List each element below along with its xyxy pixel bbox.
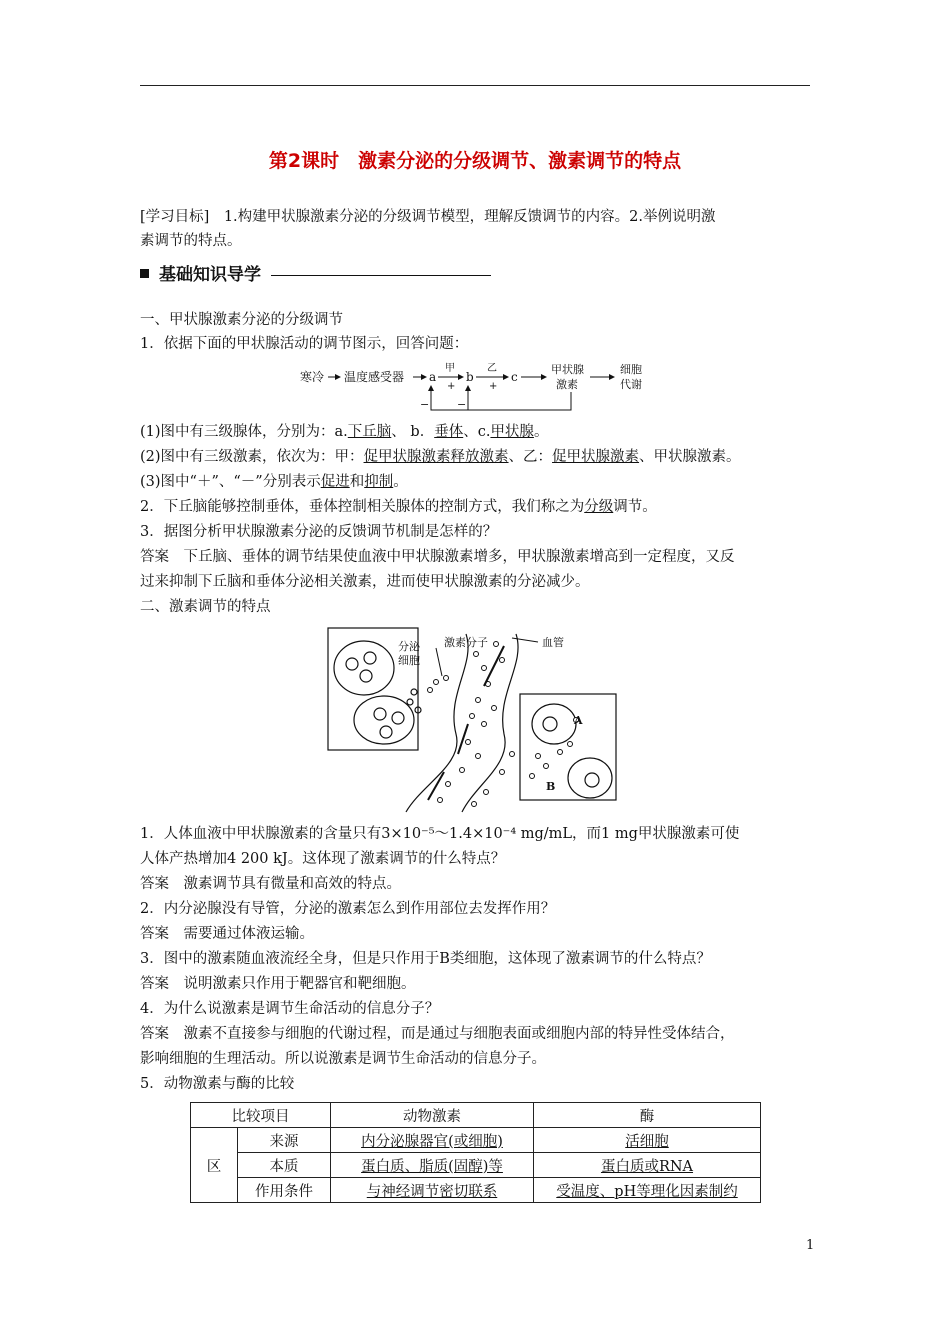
table-header-cell: 动物激素 — [331, 1103, 534, 1128]
part2-q5: 5．动物激素与酶的比较 — [140, 1076, 295, 1092]
flow-arrow — [484, 646, 504, 686]
part2-heading: 二、激素调节的特点 — [140, 599, 271, 615]
part2-q2: 2．内分泌腺没有导管，分泌的激素怎么到作用部位去发挥作用？ — [140, 901, 556, 917]
table-cell — [331, 1178, 534, 1203]
flow-minus: − — [420, 398, 430, 411]
part1-a3-l1: 答案 下丘脑、垂体的调节结果使血液中甲状腺激素增多，甲状腺激素增高到一定程度，又反 — [140, 549, 735, 565]
fig-label-secrete-l2: 细胞 — [398, 654, 420, 667]
secretory-cell — [334, 641, 394, 695]
part1-s3 — [140, 471, 408, 493]
header-rule — [140, 85, 810, 86]
table-header-row — [191, 1103, 761, 1128]
cell-text: 受温度、pH等理化因素制约 — [556, 1183, 738, 1200]
text: 。 — [393, 474, 408, 490]
fig-label-vessel: 血管 — [542, 636, 564, 649]
part2-a1: 答案 激素调节具有微量和高效的特点。 — [140, 876, 401, 892]
part2-a3: 答案 说明激素只作用于靶器官和靶细胞。 — [140, 976, 416, 992]
text: 、 b． — [391, 424, 435, 440]
fig-label-B: B — [546, 780, 556, 793]
cell-text: 内分泌腺器官(或细胞) — [361, 1133, 503, 1150]
text: 。 — [533, 424, 549, 440]
vessel-wall-right — [462, 634, 518, 812]
table-header-cell: 酶 — [534, 1103, 761, 1128]
answer: 促甲状腺激素 — [552, 449, 640, 465]
part2-q1-l2: 人体产热增加4 200 kJ。这体现了激素调节的什么特点？ — [140, 851, 506, 867]
text: (2)图中有三级激素，依次为：甲： — [140, 449, 364, 465]
cell-text: 与神经调节密切联系 — [366, 1183, 498, 1200]
table-cell — [534, 1128, 761, 1153]
part1-heading: 一、甲状腺激素分泌的分级调节 — [140, 312, 343, 328]
section-rule — [271, 275, 491, 276]
text: 、c. — [463, 424, 491, 440]
flow-cell-l1: 细胞 — [620, 363, 642, 376]
page-title: 第2课时 激素分泌的分级调节、激素调节的特点 — [268, 150, 682, 172]
target-cell-B — [568, 758, 612, 798]
flow-plus: + — [489, 381, 498, 392]
hormone-transport-figure — [326, 624, 620, 814]
flow-thyroid-l2: 激素 — [556, 378, 578, 391]
pointer-line — [436, 648, 442, 676]
objectives-line-2: 素调节的特点。 — [140, 233, 242, 249]
table-row — [191, 1153, 761, 1178]
text: 调节。 — [613, 499, 657, 515]
part2-q3: 3．图中的激素随血液流经全身，但是只作用于B类细胞，这体现了激素调节的什么特点？ — [140, 951, 711, 967]
flow-cold: 寒冷 — [300, 370, 325, 384]
part1-s1 — [140, 421, 548, 443]
text: 、乙： — [508, 449, 553, 465]
flow-c: c — [511, 370, 518, 384]
part2-q1-l1: 1．人体血液中甲状腺激素的含量只有3×10⁻⁵～1.4×10⁻⁴ mg/mL，而1 mg甲状腺激素可使 — [140, 826, 740, 842]
pointer-line — [512, 638, 538, 642]
flow-minus: − — [457, 398, 467, 411]
table-cell — [331, 1153, 534, 1178]
table-cell: 本质 — [238, 1153, 331, 1178]
text: (1)图中有三级腺体，分别为：a. — [140, 424, 348, 440]
table-header-cell: 比较项目 — [191, 1103, 331, 1128]
target-cells-box — [520, 694, 616, 800]
answer: 分级 — [584, 499, 614, 515]
flow-cell-l2: 代谢 — [620, 378, 642, 391]
comparison-table — [190, 1102, 761, 1203]
cell-text: 活细胞 — [625, 1133, 669, 1150]
square-bullet-icon — [140, 269, 149, 278]
answer: 甲状腺 — [490, 424, 534, 440]
part1-q3: 3．据图分析甲状腺激素分泌的反馈调节机制是怎样的？ — [140, 524, 498, 540]
part1-q2 — [140, 496, 657, 518]
section-heading-text: 基础知识导学 — [159, 265, 261, 285]
flow-yi: 乙 — [487, 363, 497, 374]
part2-q4: 4．为什么说激素是调节生命活动的信息分子？ — [140, 1001, 440, 1017]
flow-receptor: 温度感受器 — [344, 370, 405, 384]
table-row — [191, 1128, 761, 1153]
table-cell — [534, 1178, 761, 1203]
answer: 抑制 — [364, 474, 394, 490]
part1-s2 — [140, 446, 741, 468]
target-cell-A — [532, 704, 576, 744]
section-heading — [140, 260, 491, 285]
text: (3)图中“＋”、“－”分别表示 — [140, 474, 321, 490]
part1-q1: 1．依据下面的甲状腺活动的调节图示，回答问题： — [140, 336, 469, 352]
thyroid-regulation-diagram — [300, 358, 680, 416]
part2-a4-l1: 答案 激素不直接参与细胞的代谢过程，而是通过与细胞表面或细胞内部的特异性受体结合， — [140, 1026, 735, 1042]
table-cell — [534, 1153, 761, 1178]
table-group-label: 区 — [191, 1128, 238, 1203]
table-cell: 作用条件 — [238, 1178, 331, 1203]
flow-jia: 甲 — [445, 363, 455, 374]
page-number: 1 — [806, 1238, 815, 1253]
part1-a3-l2: 过来抑制下丘脑和垂体分泌相关激素，进而使甲状腺激素的分泌减少。 — [140, 574, 590, 590]
answer: 垂体 — [434, 424, 464, 440]
text: 、甲状腺激素。 — [639, 449, 741, 465]
part2-a4-l2: 影响细胞的生理活动。所以说激素是调节生命活动的信息分子。 — [140, 1051, 546, 1067]
text: 和 — [349, 474, 365, 490]
answer: 下丘脑 — [347, 424, 392, 440]
text: 2．下丘脑能够控制垂体，垂体控制相关腺体的控制方式，我们称之为 — [140, 499, 585, 515]
fig-label-A: A — [574, 714, 583, 727]
answer: 促甲状腺激素释放激素 — [363, 449, 509, 465]
table-cell — [331, 1128, 534, 1153]
table-row — [191, 1178, 761, 1203]
table-cell: 来源 — [238, 1128, 331, 1153]
fig-label-molecule: 激素分子 — [444, 636, 488, 649]
flow-arrow — [428, 772, 444, 800]
flow-thyroid-l1: 甲状腺 — [551, 363, 584, 376]
flow-arrow — [458, 724, 468, 754]
fig-label-secrete-l1: 分泌 — [398, 640, 420, 653]
answer: 促进 — [320, 474, 350, 490]
objectives-line-1: [学习目标] 1.构建甲状腺激素分泌的分级调节模型，理解反馈调节的内容。2.举例说明激 — [140, 209, 716, 225]
cell-text: 蛋白质、脂质(固醇)等 — [361, 1158, 503, 1175]
part2-a2: 答案 需要通过体液运输。 — [140, 926, 314, 942]
secretory-cell — [354, 696, 414, 744]
flow-b: b — [466, 370, 474, 384]
flow-a: a — [429, 370, 437, 384]
cell-text: 蛋白质或RNA — [600, 1158, 694, 1175]
flow-plus: + — [447, 381, 456, 392]
